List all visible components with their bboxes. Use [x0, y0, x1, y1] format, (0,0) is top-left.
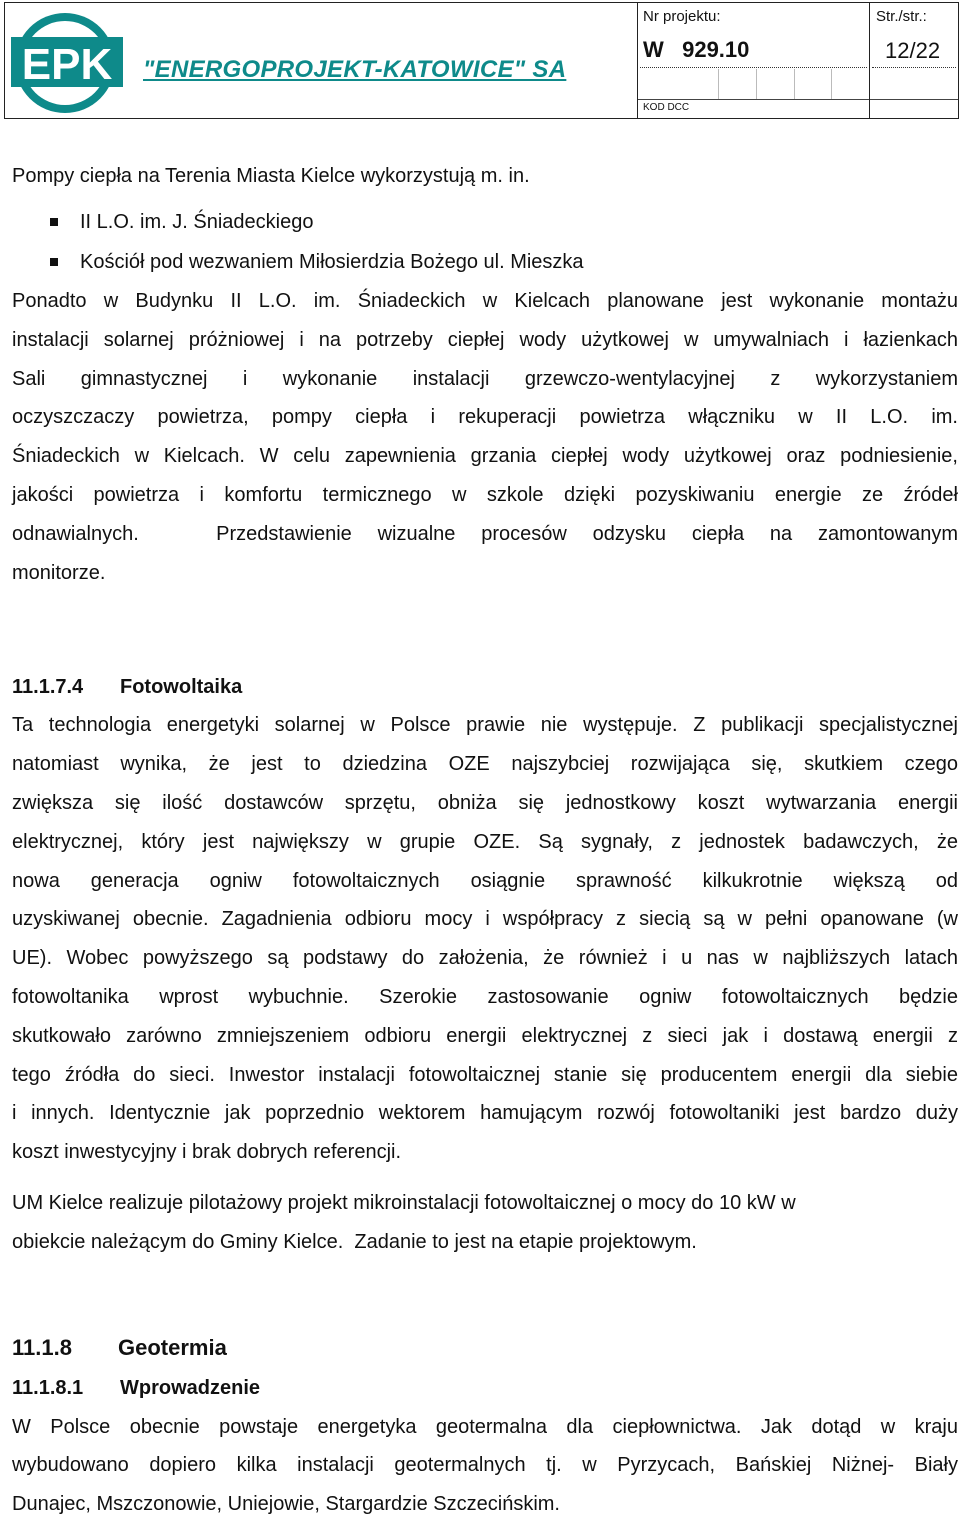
subsection-heading-wprowadzenie [12, 1368, 958, 1408]
section-number: 11.1.8 [12, 1334, 72, 1360]
text-line: Ponadto w Budynku II L.O. im. Śniadeckich w Kielcach planowane jest wykonanie montażu [12, 290, 958, 312]
section-title: Geotermia [118, 1334, 227, 1360]
text-line: koszt inwestycyjny i brak dobrych referencji. [12, 1141, 402, 1164]
divider [638, 99, 869, 100]
text-line: uzyskiwanej obecnie. Zagadnienia odbioru mocy i współpracy z siecią są w pełni opanowane (w [12, 908, 958, 931]
text-line: Śniadeckich w Kielcach. W celu zapewnienia grzania ciepłej wody użytkowej oraz podniesienie, [12, 445, 958, 468]
text-line: tego źródła do sieci. Inwestor instalacji fotowoltaicznej stanie się producentem energii dla siebie [12, 1063, 958, 1086]
document-body [12, 157, 958, 1524]
text-line: odnawialnych. Przedstawienie wizualne procesów odzysku ciepła na zamontowanym [12, 522, 958, 545]
document-header [4, 2, 959, 119]
text-line: jakości powietrza i komfortu termicznego w szkole dzięki pozyskiwaniu energie ze źródeł [12, 483, 958, 506]
list-item: II L.O. im. J. Śniadeckiego [12, 202, 958, 242]
header-logo-cell [5, 3, 638, 118]
section-number: 11.1.7.4 [12, 676, 84, 699]
text-line: instalacji solarnej próżniowej i na potrzeby ciepłej wody użytkowej w umywalniach i łazienkach [12, 328, 958, 351]
text-line: elektrycznej, który jest największy w grupie OZE. Są sygnały, z jednostek badawczych, że [12, 830, 958, 853]
text-line: wybudowano dopiero kilka instalacji geotermalnych tj. w Pyrzycach, Bańskiej Niżnej- Biały [12, 1454, 958, 1477]
divider [640, 67, 867, 68]
divider [872, 67, 956, 68]
logo-text: EPK [21, 40, 113, 89]
text-line: zwiększa się ilość dostawców sprzętu, obniża się jednostkowy koszt wytwarzania energii [12, 791, 958, 814]
paragraph-um-kielce [12, 1184, 958, 1262]
text-line: fotowoltanika wprost wybuchnie. Szerokie zastosowanie ogniw fotowoltaicznych będzie [12, 985, 958, 1008]
text-line: Sali gimnastycznej i wykonanie instalacji grzewczo-wentylacyjnej z wykorzystaniem [12, 367, 958, 390]
text-line: UE). Wobec powyższego są podstawy do założenia, że również i u nas w najbliższych latach [12, 947, 958, 970]
text-line: nowa generacja ogniw fotowoltaicznych osiągnie sprawność kilkukrotnie większą od [12, 869, 958, 892]
text-line: natomiast wynika, że jest to dziedzina OZE najszybciej rozwijająca się, skutkiem czego [12, 753, 958, 776]
section-title: Fotowoltaika [120, 676, 243, 699]
dcc-label: KOD DCC [643, 102, 690, 113]
project-label: Nr projektu: [643, 8, 721, 25]
text-line: obiekcie należącym do Gminy Kielce. Zadanie to jest na etapie projektowym. [12, 1230, 697, 1253]
text-line: UM Kielce realizuje pilotażowy projekt mikroinstalacji fotowoltaicznej o mocy do 10 kW w [12, 1191, 796, 1214]
subsection-number: 11.1.8.1 [12, 1376, 84, 1399]
text-line: oczyszczaczy powietrza, pompy ciepła i rekuperacji powietrza włączniku w II L.O. im. [12, 406, 958, 429]
text-line: Ta technologia energetyki solarnej w Polsce prawie nie występuje. Z publikacji specjalistycznej [12, 714, 958, 737]
text-line: skutkowało zarówno zmniejszeniem odbioru energii elektrycznej z sieci jak i dostawą energii z [12, 1024, 958, 1047]
section-heading-fotowoltaika [12, 668, 958, 706]
text-line: Dunajec, Mszczonowie, Uniejowie, Stargardzie Szczecińskim. [12, 1493, 560, 1516]
paragraph-fotowoltaika [12, 706, 958, 1172]
header-project-cell [638, 3, 870, 118]
paragraph-solar [12, 282, 958, 592]
epk-logo-icon [11, 9, 123, 117]
bullet-list [12, 202, 958, 282]
page-label: Str./str.: [876, 8, 927, 25]
header-page-cell [870, 3, 958, 118]
intro-text: Pompy ciepła na Terenia Miasta Kielce wykorzystują m. in. [12, 165, 530, 187]
text-line: i innych. Identycznie jak poprzednio wektorem hamującym rozwój fotowoltaniki jest bardzo duży [12, 1102, 958, 1125]
text-line: monitorze. [12, 561, 106, 584]
page-number: 12/22 [885, 38, 941, 63]
divider [870, 99, 958, 100]
dcc-cells [718, 69, 869, 99]
list-item: Kościół pod wezwaniem Miłosierdzia Bożego ul. Mieszka [12, 242, 958, 282]
text-line: W Polsce obecnie powstaje energetyka geotermalna dla ciepłownictwa. Jak dotąd w kraju [12, 1415, 958, 1438]
subsection-title: Wprowadzenie [120, 1376, 261, 1399]
section-heading-geotermia [12, 1328, 958, 1368]
company-name: "ENERGOPROJEKT-KATOWICE" SA [143, 56, 567, 83]
paragraph-geotermia [12, 1408, 958, 1524]
project-number: W 929.10 [643, 37, 750, 62]
